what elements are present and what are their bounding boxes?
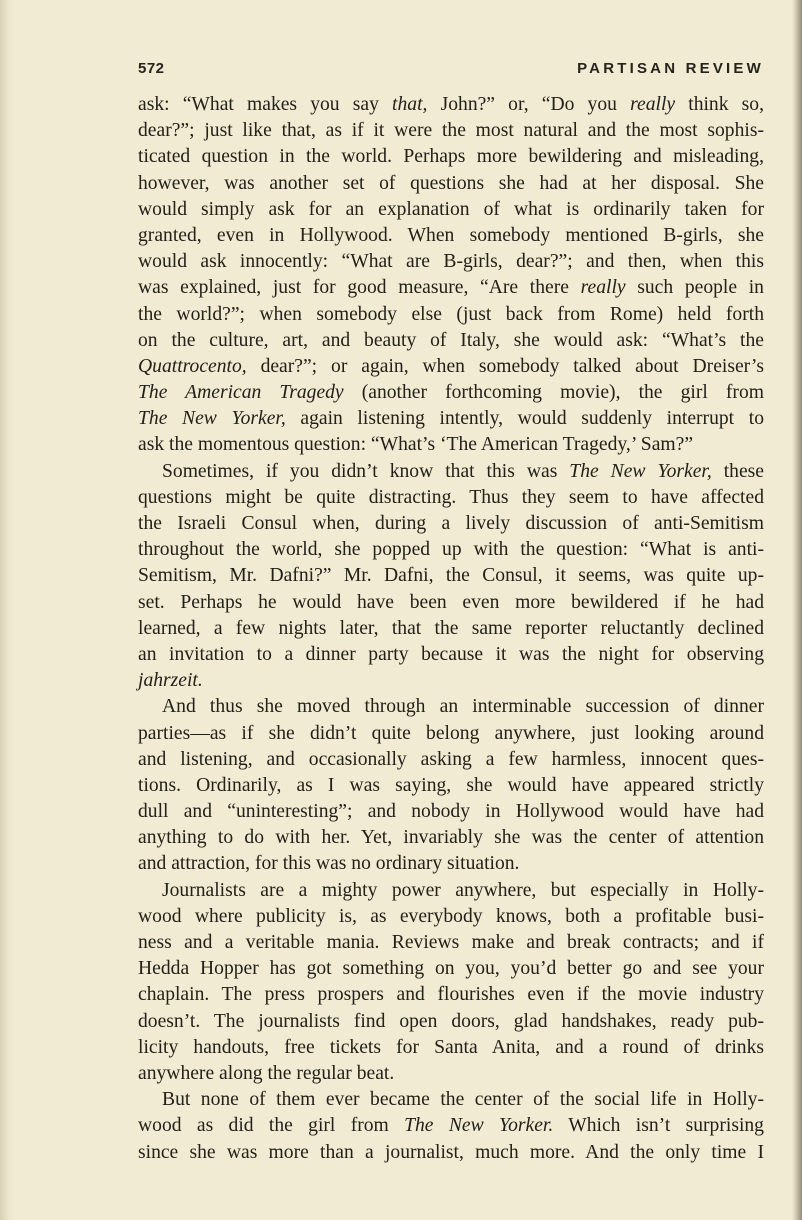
text-line (138, 956, 764, 982)
text-line (138, 223, 764, 249)
text-line (138, 1009, 764, 1035)
italic-text: really (580, 277, 626, 299)
text-line (138, 275, 764, 301)
text-segment: Hedda Hopper has got something on you, you’d better go and see your (138, 958, 764, 980)
text-line (138, 563, 764, 589)
text-line (138, 1087, 764, 1113)
text-line (138, 118, 764, 144)
italic-text: that, (392, 94, 428, 115)
text-line (138, 328, 764, 354)
text-segment: Which isn’t surprising (553, 1115, 764, 1137)
italic-text: The New Yorker. (404, 1115, 554, 1137)
text-line (138, 1140, 764, 1166)
text-segment: since she was more than a journalist, much more. And the only time I (138, 1141, 764, 1163)
text-line (138, 825, 764, 851)
text-segment: the world?”; when somebody else (just back from Rome) held forth (138, 303, 764, 325)
text-line (138, 511, 764, 537)
text-segment: wood as did the girl from (138, 1115, 405, 1137)
text-line (138, 590, 764, 616)
text-segment: dull and “uninteresting”; and nobody in Hollywood would have had (138, 801, 764, 823)
text-segment: Journalists are a mighty power anywhere, but especially in Holly- (162, 879, 764, 901)
text-line (138, 92, 764, 118)
text-line (138, 197, 764, 223)
text-line (138, 249, 764, 275)
text-line (138, 982, 764, 1008)
page-header (138, 58, 764, 82)
text-segment: think so, (675, 94, 765, 115)
text-line (138, 904, 764, 930)
text-segment: ticated question in the world. Perhaps more bewildering and misleading, (138, 146, 764, 168)
text-line (138, 171, 764, 197)
text-segment: again listening intently, would suddenly interrupt to (285, 408, 764, 430)
text-segment: (another forthcoming movie), the girl from (343, 382, 764, 404)
text-line (138, 1035, 764, 1061)
italic-text: Quattrocento, (138, 355, 247, 377)
text-segment: questions might be quite distracting. Thus they seem to have affected (138, 486, 764, 508)
text-segment: anything to do with her. Yet, invariably she was the center of attention (138, 827, 764, 849)
italic-text: really (630, 94, 676, 115)
text-segment: dear?”; or again, when somebody talked about Dreiser’s (246, 355, 764, 377)
text-segment: licity handouts, free tickets for Santa Anita, and a round of drinks (138, 1036, 764, 1058)
text-segment: ask: “What makes you say (138, 94, 393, 115)
italic-text: The American Tragedy (138, 382, 344, 404)
text-line (138, 851, 764, 877)
text-line (138, 354, 764, 380)
italic-text: jahrzeit. (138, 670, 203, 692)
text-segment: would ask innocently: “What are B-girls, dear?”; and then, when this (138, 251, 764, 273)
text-segment: learned, a few nights later, that the same reporter reluctantly declined (138, 617, 764, 639)
text-line (138, 694, 764, 720)
text-line (138, 642, 764, 668)
text-segment: an invitation to a dinner party because it was the night for observing (138, 643, 764, 665)
text-line (138, 773, 764, 799)
text-segment: John?” or, “Do you (427, 94, 631, 115)
text-line (138, 1061, 764, 1087)
page-number: 572 (138, 60, 165, 77)
text-segment: these (711, 460, 764, 482)
text-segment: tions. Ordinarily, as I was saying, she would have appeared strictly (138, 774, 764, 796)
text-segment: was explained, just for good measure, “Are there (138, 277, 581, 299)
italic-text: The New Yorker, (569, 460, 712, 482)
text-segment: doesn’t. The journalists find open doors, glad handshakes, ready pub- (138, 1010, 764, 1032)
text-segment: such people in (625, 277, 764, 299)
text-line (138, 878, 764, 904)
text-segment: And thus she moved through an interminable succession of dinner (162, 696, 764, 718)
text-segment: the Israeli Consul when, during a lively discussion of anti-Semitism (138, 513, 764, 534)
text-line (138, 1113, 764, 1139)
article-body (138, 92, 764, 1166)
text-segment: wood where publicity is, as everybody knows, both a profitable busi- (138, 905, 764, 927)
text-segment: and listening, and occasionally asking a few harmless, innocent ques- (138, 748, 764, 770)
text-segment: would simply ask for an explanation of what is ordinarily taken for (138, 198, 764, 220)
text-segment: set. Perhaps he would have been even more bewildered if he had (138, 591, 764, 613)
text-segment: dear?”; just like that, as if it were the most natural and the most sophis- (138, 120, 764, 142)
text-segment: and attraction, for this was no ordinary situation. (138, 853, 520, 875)
text-segment: throughout the world, she popped up with the question: “What is anti- (138, 539, 764, 561)
text-segment: chaplain. The press prospers and flourishes even if the movie industry (138, 984, 764, 1006)
text-segment: granted, even in Hollywood. When somebody mentioned B-girls, she (138, 224, 764, 246)
text-segment: anywhere along the regular beat. (138, 1062, 395, 1084)
text-line (138, 747, 764, 773)
text-segment: ask the momentous question: “What’s ‘The American Tragedy,’ Sam?” (138, 434, 694, 456)
text-line (138, 406, 764, 432)
text-line (138, 616, 764, 642)
text-segment: parties—as if she didn’t quite belong anywhere, just looking around (138, 722, 764, 744)
text-line (138, 380, 764, 406)
running-head: PARTISAN REVIEW (577, 60, 764, 77)
text-segment: however, was another set of questions she had at her disposal. She (138, 172, 764, 194)
text-line (138, 930, 764, 956)
text-segment: Semitism, Mr. Dafni?” Mr. Dafni, the Consul, it seems, was quite up- (138, 565, 764, 587)
text-segment: on the culture, art, and beauty of Italy, she would ask: “What’s the (138, 329, 764, 351)
page-edge-shadow (792, 0, 802, 1220)
text-line (138, 537, 764, 563)
page-spine-shadow (0, 0, 14, 1220)
text-line (138, 432, 764, 458)
text-line (138, 668, 764, 694)
text-segment: Sometimes, if you didn’t know that this was (162, 460, 570, 482)
text-line (138, 144, 764, 170)
text-line (138, 721, 764, 747)
text-segment: But none of them ever became the center of the social life in Holly- (162, 1089, 764, 1111)
text-line (138, 799, 764, 825)
text-line (138, 302, 764, 328)
text-line (138, 485, 764, 511)
italic-text: The New Yorker, (138, 408, 286, 430)
text-line (138, 459, 764, 485)
text-segment: ness and a veritable mania. Reviews make and break contracts; and if (138, 932, 764, 953)
